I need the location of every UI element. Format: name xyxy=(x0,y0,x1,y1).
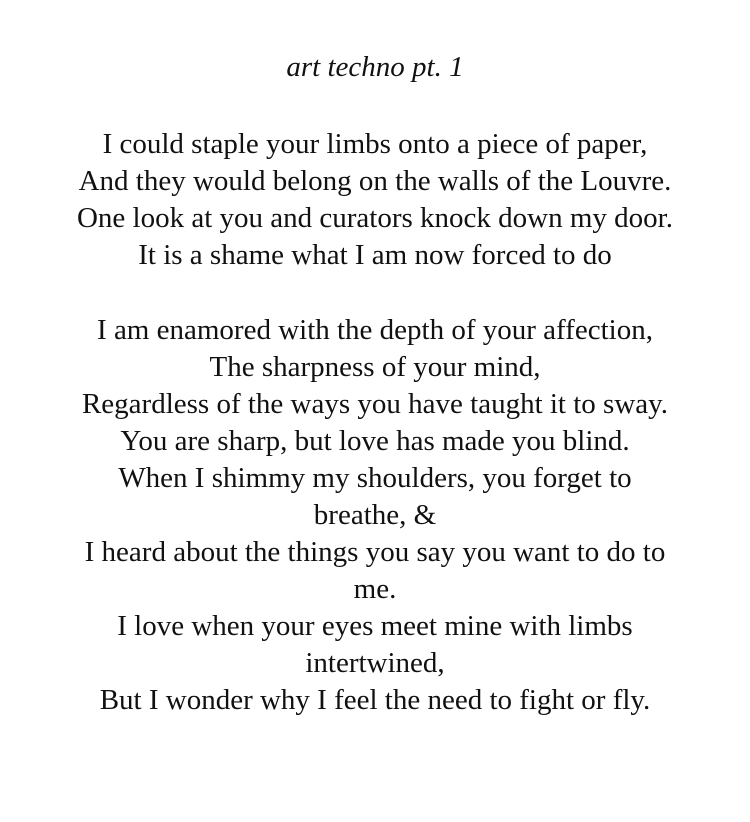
poem-line: breathe, & xyxy=(313,499,437,531)
poem-line: Regardless of the ways you have taught it to sway. xyxy=(81,388,669,420)
poem-line: I love when your eyes meet mine with limbs xyxy=(117,610,633,642)
stanza-2 xyxy=(0,312,750,719)
poem-line: It is a shame what I am now forced to do xyxy=(138,239,612,271)
poem-line: When I shimmy my shoulders, you forget to xyxy=(118,462,632,494)
poem-line: The sharpness of your mind, xyxy=(209,351,541,383)
poem-line: You are sharp, but love has made you blind. xyxy=(120,425,630,457)
poem-line: I am enamored with the depth of your affection, xyxy=(97,314,653,346)
poem-line: intertwined, xyxy=(305,647,445,679)
poem-line: And they would belong on the walls of the Louvre. xyxy=(78,165,672,197)
stanza-1 xyxy=(0,126,750,274)
poem-line: But I wonder why I feel the need to fight or fly. xyxy=(99,684,651,716)
poem-line: me. xyxy=(353,573,397,605)
poem-line: I heard about the things you say you want to do to xyxy=(84,536,666,568)
poem-line: I could staple your limbs onto a piece of paper, xyxy=(102,128,648,160)
poem-line: One look at you and curators knock down my door. xyxy=(76,202,673,234)
poem-title: art techno pt. 1 xyxy=(286,51,464,83)
